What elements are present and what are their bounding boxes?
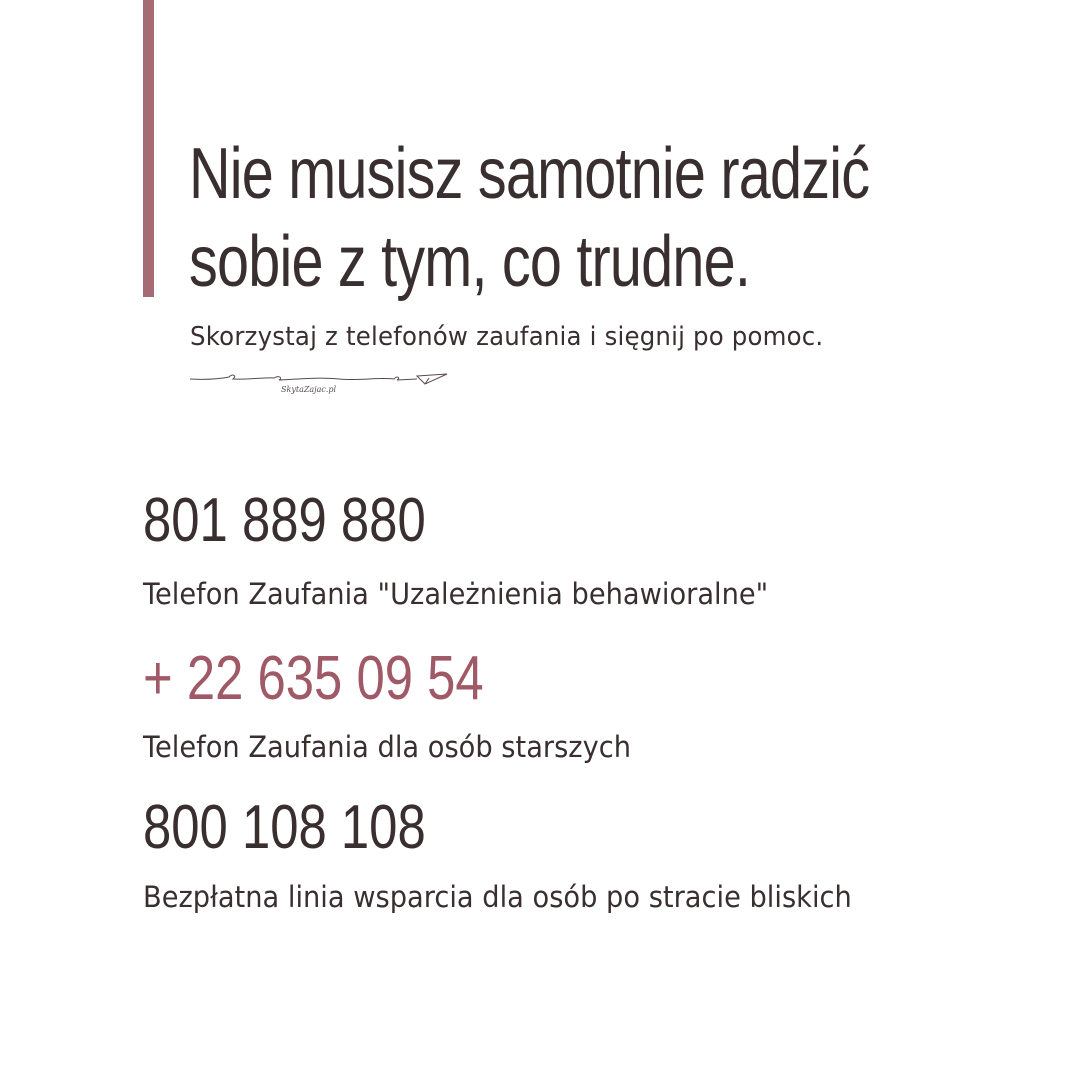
phone-number-1[interactable]: 801 889 880: [143, 486, 426, 555]
contact-entry-1: [143, 486, 808, 612]
contact-entry-2: [143, 644, 662, 765]
phone-description-3: Bezpłatna linia wsparcia dla osób po stracie bliskich: [143, 880, 852, 914]
phone-number-3[interactable]: 800 108 108: [143, 793, 426, 862]
headline-line-1: Nie musisz samotnie radzić: [189, 134, 870, 214]
signature-doodle: [189, 368, 451, 398]
phone-description-2: Telefon Zaufania dla osób starszych: [143, 730, 632, 764]
subheadline: Skorzystaj z telefonów zaufania i sięgnij po pomoc.: [190, 322, 824, 352]
signature-doodle-graphic: [189, 368, 451, 398]
headline: [189, 130, 869, 306]
signature-text: SkytaZajac.pl: [281, 385, 337, 394]
phone-description-1: Telefon Zaufania "Uzależnienia behawioralne": [143, 577, 769, 611]
contact-entry-3: [143, 793, 897, 915]
phone-number-2[interactable]: + 22 635 09 54: [143, 644, 484, 713]
headline-line-2: sobie z tym, co trudne.: [189, 222, 751, 302]
accent-bar: [143, 0, 154, 297]
